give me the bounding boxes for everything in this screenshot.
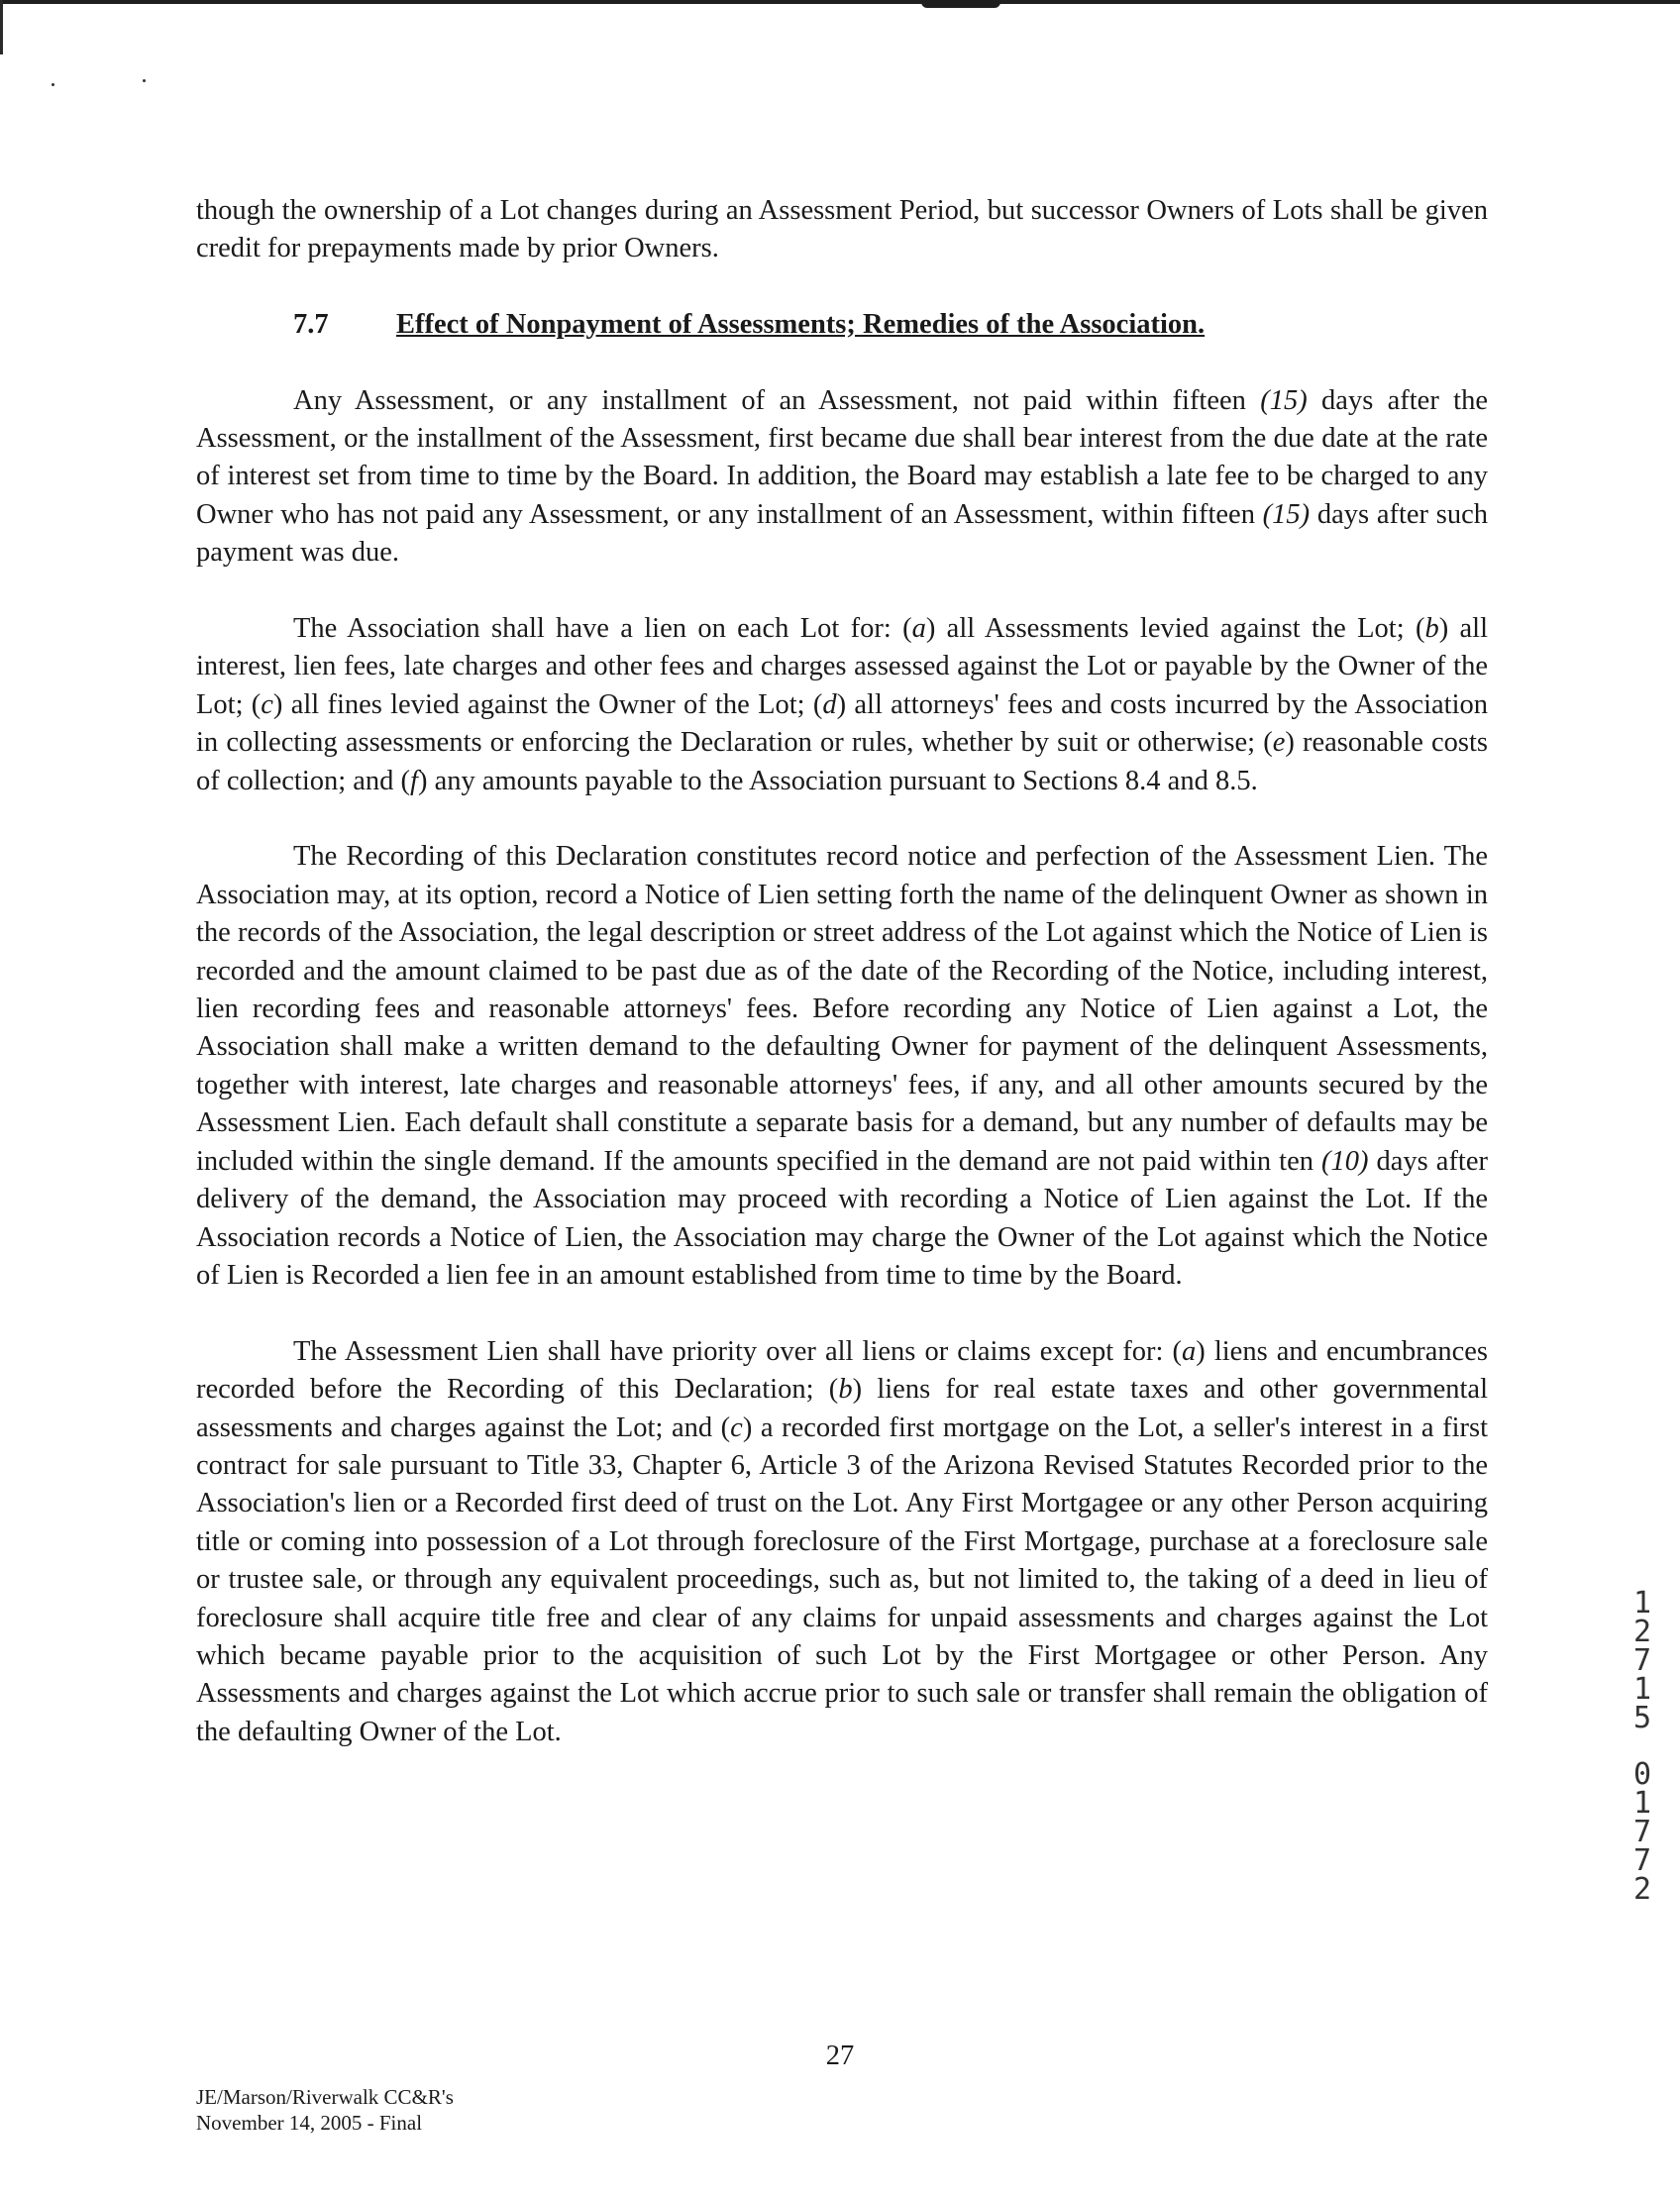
scan-top-mark [921,0,1000,8]
scan-top-border [0,0,1680,4]
paragraph-lien-priority: The Assessment Lien shall have priority over all liens or claims except for: (a) liens and encumbrances recorded before the Recording of this Declaration; (b) liens for real estate taxes and other governmental assessments and charges against the Lot; and (c) a recorded first mortgage on the Lot, a seller's interest in a first contract for sale pursuant to Title 33, Chapter 6, Article 3 of the Arizona Revised Statutes Recorded prior to the Association's lien or a Recorded first deed of trust on the Lot. Any First Mortgagee or any other Person acquiring title or coming into possession of a Lot through foreclosure of the First Mortgage, purchase at a foreclosure sale or trustee sale, or through any equivalent proceedings, such as, but not limited to, the taking of a deed in lieu of foreclosure shall acquire title free and clear of any claims for unpaid assessments and charges against the Lot which became payable prior to the acquisition of such Lot by the First Mortgagee or other Person. Any Assessments and charges against the Lot which accrue prior to such sale or transfer shall remain the obligation of the defaulting Owner of the Lot. [196,1335,1488,1747]
scan-speck [52,83,54,86]
footer-file-reference: JE/Marson/Riverwalk CC&R's [196,2085,454,2109]
section-heading [196,306,1488,344]
section-number: 7.7 [293,308,329,340]
paragraph-notice-of-lien: The Recording of this Declaration constitutes record notice and perfection of the Assessment Lien. The Association may, at its option, record a Notice of Lien setting forth the name of the delinquent Owner as shown in the records of the Association, the legal description or street address of the Lot against which the Notice of Lien is recorded and the amount claimed to be past due as of the date of the Recording of the Notice, including interest, lien recording fees and reasonable attorneys' fees. Before recording any Notice of Lien against a Lot, the Association shall make a written demand to the defaulting Owner for payment of the delinquent Assessments, together with interest, late charges and reasonable attorneys' fees, if any, and all other amounts secured by the Assessment Lien. Each default shall constitute a separate basis for a demand, but any number of defaults may be included within the single demand. If the amounts specified in the demand are not paid within ten (10) days after delivery of the demand, the Association may proceed with recording a Notice of Lien against the Lot. If the Association records a Notice of Lien, the Association may charge the Owner of the Lot against which the Notice of Lien is Recorded a lien fee in an amount established from time to time by the Board. [196,841,1488,1291]
footer-date: November 14, 2005 - Final [196,2111,423,2135]
section-title: Effect of Nonpayment of Assessments; Remedies of the Association. [396,308,1206,340]
scan-speck [143,79,146,82]
page-number: 27 [825,2040,855,2071]
paragraph-late-interest: Any Assessment, or any installment of an Assessment, not paid within fifteen (15) days after the Assessment, or the installment of the Assessment, first became due shall bear interest from the due date at the rate of interest set from time to time by the Board. In addition, the Board may establish a late fee to be charged to any Owner who has not paid any Assessment, or any installment of an Assessment, within fifteen (15) days after such payment was due. [196,384,1488,569]
document-footer [196,2084,454,2136]
scan-left-edge [0,0,3,54]
recording-number-stamp: 1 2 7 1 5 0 1 7 7 2 [1632,1586,1652,1907]
continuation-paragraph: though the ownership of a Lot changes during an Assessment Period, but successor Owners of Lots shall be given credit for prepayments made by prior Owners. [196,195,1488,264]
paragraph-lien-items: The Association shall have a lien on each Lot for: (a) all Assessments levied against the Lot; (b) all interest, lien fees, late charges and other fees and charges assessed against the Lot or payable by the Owner of the Lot; (c) all fines levied against the Owner of the Lot; (d) all attorneys' fees and costs incurred by the Association in collecting assessments or enforcing the Declaration or rules, whether by suit or otherwise; (e) reasonable costs of collection; and (f) any amounts payable to the Association pursuant to Sections 8.4 and 8.5. [196,613,1488,796]
document-body [196,192,1488,1751]
